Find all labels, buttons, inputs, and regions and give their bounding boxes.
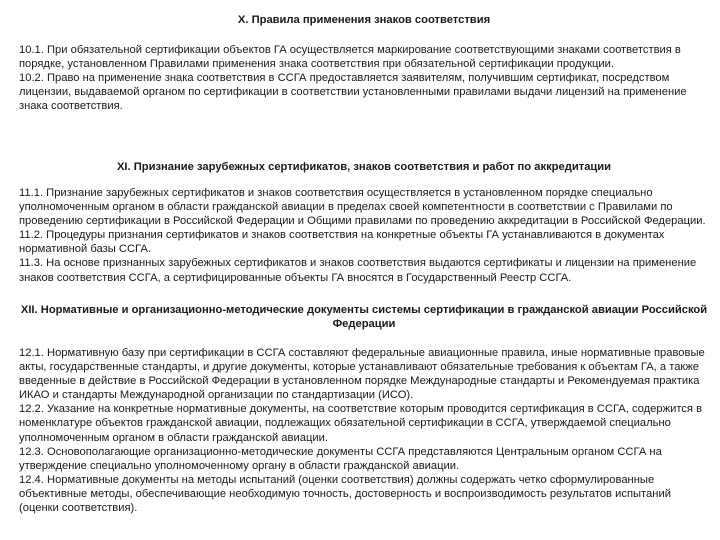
section-body-xi [19, 186, 709, 285]
section-heading-xii: XII. Нормативные и организационно-методические документы системы сертификации в гражданской авиации Российской Федерации [20, 304, 708, 330]
paragraph-12-1: 12.1. Нормативную базу при сертификации в ССГА составляют федеральные авиационные правила, иные нормативные правовые акты, государственные стандарты, и другие документы, которые устанавливают обязательные требования к объектам ГА, а также введенные в действие в Российской Федерации в установленном порядке Международные стандарты и Рекомендуемая практика ИКАО и стандарты Международной организации по стандартизации (ИСО). [19, 347, 705, 402]
paragraph-12-4: 12.4. Нормативные документы на методы испытаний (оценки соответствия) должны содержать четко сформулированные объективные методы, обеспечивающие необходимую точность, достоверность и воспроизводимость результатов испытаний (оценки соответствия). [19, 473, 671, 515]
section-heading-x: X. Правила применения знаков соответствия [237, 14, 491, 26]
paragraph-11-2: 11.2. Процедуры признания сертификатов и знаков соответствия на конкретные объекты ГА устанавливаются в документах нормативной базы ССГА. [19, 229, 665, 256]
paragraph-10-2: 10.2. Право на применение знака соответствия в ССГА предоставляется заявителям, получившим сертификат, посредством лицензии, выдаваемой органом по сертификации в соответствии установленными правилами выдачи лицензий на применение знака соответствия. [19, 72, 687, 113]
section-body-xii [19, 346, 709, 515]
paragraph-12-2: 12.2. Указание на конкретные нормативные документы, на соответствие которым проводится сертификация в ССГА, содержится в номенклатуре объектов гражданской авиации, подлежащих обязательной сертификации в ССГА, утверждаемой специально уполномоченным органом в области гражданской авиации. [19, 403, 703, 444]
paragraph-10-1: 10.1. При обязательной сертификации объектов ГА осуществляется маркирование соответствующими знаками соответствия в порядке, установленном Правилами применения знака соответствия при обязательной сертификации продукции. [19, 44, 681, 71]
section-body-x [19, 43, 709, 113]
paragraph-11-3: 11.3. На основе признанных зарубежных сертификатов и знаков соответствия выдаются сертификаты и лицензии на применение знаков соответствия ССГА, а сертифицированные объекты ГА вносятся в Государственный Реестр ССГА. [19, 257, 697, 284]
paragraph-11-1: 11.1. Признание зарубежных сертификатов и знаков соответствия осуществляется в установленном порядке специально уполномоченным органом в области гражданской авиации в пределах своей компетентности в соответствии с Правилами по проведению сертификации в Российской Федерации и Общими правилами по проведению аккредитации в Российской Федерации. [19, 187, 706, 228]
section-heading-xi: XI. Признание зарубежных сертификатов, знаков соответствия и работ по аккредитации [116, 161, 612, 173]
paragraph-12-3: 12.3. Основополагающие организационно-методические документы ССГА представляются Центральным органом ССГА на утверждение специально уполномоченному органу в области гражданской авиации. [19, 445, 662, 472]
